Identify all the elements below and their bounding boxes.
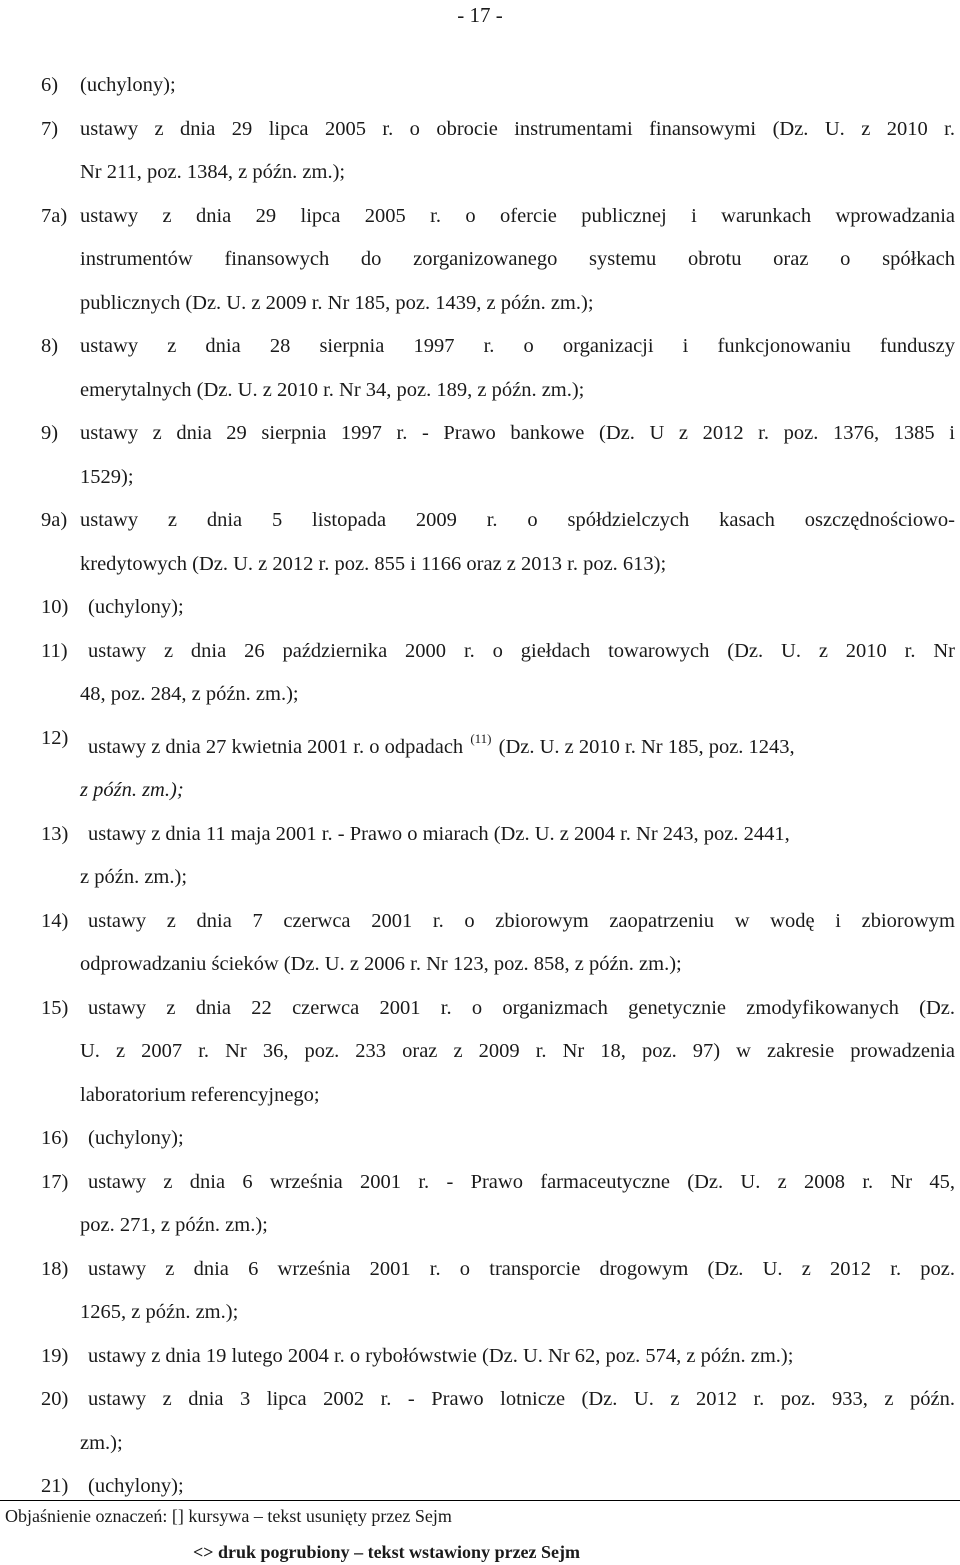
item-text: laboratorium referencyjnego; (80, 1083, 320, 1106)
item-number: 14) (41, 909, 69, 932)
item-text: (Dz. U. z 2010 r. Nr 185, poz. 1243, (498, 735, 795, 758)
legal-acts-list (0, 64, 960, 1509)
item-number: 15) (41, 996, 69, 1019)
list-item (0, 499, 960, 586)
item-number: 21) (41, 1475, 69, 1497)
item-number: 20) (41, 1388, 69, 1410)
list-item (0, 987, 960, 1118)
item-text: ustawy z dnia 28 sierpnia 1997 r. o organizacji i funkcjonowaniu funduszy (80, 335, 955, 357)
item-number: 13) (41, 822, 69, 845)
list-item (0, 900, 960, 987)
item-text: poz. 271, z późn. zm.); (80, 1214, 268, 1236)
list-item (0, 1117, 960, 1161)
item-text: instrumentów finansowych do zorganizowanego systemu obrotu oraz o spółkach (80, 248, 955, 270)
item-text: (uchylony); (88, 1475, 184, 1497)
list-item (0, 325, 960, 412)
item-number: 16) (41, 1127, 69, 1149)
list-item (0, 813, 960, 900)
item-text: emerytalnych (Dz. U. z 2010 r. Nr 34, poz. 189, z późn. zm.); (80, 378, 585, 401)
item-number: 9) (41, 422, 59, 444)
item-number: 17) (41, 1170, 69, 1193)
item-text: 1265, z późn. zm.); (80, 1301, 239, 1323)
item-text: ustawy z dnia 29 lipca 2005 r. o ofercie publicznej i warunkach wprowadzania (80, 204, 955, 227)
item-text: ustawy z dnia 29 sierpnia 1997 r. - Prawo bankowe (Dz. U z 2012 r. poz. 1376, 1385 i (80, 422, 955, 444)
item-text: (uchylony); (88, 596, 184, 618)
item-number: 10) (41, 596, 69, 618)
item-text: ustawy z dnia 11 maja 2001 r. - Prawo o miarach (Dz. U. z 2004 r. Nr 243, poz. 2441, (88, 822, 790, 845)
legend-bold-note: <> druk pogrubiony – tekst wstawiony przez Sejm (193, 1542, 581, 1562)
list-item (0, 717, 960, 813)
item-text: kredytowych (Dz. U. z 2012 r. poz. 855 i 1166 oraz z 2013 r. poz. 613); (80, 552, 667, 575)
list-item (0, 586, 960, 630)
footnote-marker: (11) (470, 730, 492, 746)
list-item (0, 1378, 960, 1465)
list-item (0, 108, 960, 195)
item-text: (uchylony); (80, 74, 176, 96)
item-number: 12) (41, 726, 69, 749)
item-text: ustawy z dnia 29 lipca 2005 r. o obrocie instrumentami finansowymi (Dz. U. z 2010 r. (80, 117, 955, 140)
item-text: 48, poz. 284, z późn. zm.); (80, 683, 299, 705)
list-item (0, 1335, 960, 1379)
list-item (0, 1248, 960, 1335)
item-number: 7) (41, 117, 59, 140)
list-item (0, 412, 960, 499)
list-item (0, 1465, 960, 1509)
item-text: ustawy z dnia 19 lutego 2004 r. o rybołówstwie (Dz. U. Nr 62, poz. 574, z późn. zm.); (88, 1344, 794, 1367)
item-text: 1529); (80, 465, 134, 488)
legend-italic-note: Objaśnienie oznaczeń: [] kursywa – tekst usunięty przez Sejm (5, 1506, 452, 1526)
item-text: ustawy z dnia 22 czerwca 2001 r. o organizmach genetycznie zmodyfikowanych (Dz. (88, 996, 955, 1019)
item-text: U. z 2007 r. Nr 36, poz. 233 oraz z 2009 r. Nr 18, poz. 97) w zakresie prowadzenia (80, 1040, 955, 1062)
item-text: z późn. zm.); (80, 779, 184, 801)
item-text: (uchylony); (88, 1127, 184, 1149)
item-number: 9a) (41, 509, 68, 531)
item-number: 6) (41, 74, 59, 96)
item-text: Nr 211, poz. 1384, z późn. zm.); (80, 161, 346, 183)
item-text: ustawy z dnia 3 lipca 2002 r. - Prawo lotnicze (Dz. U. z 2012 r. poz. 933, z późn. (88, 1388, 955, 1410)
page-number: - 17 - (457, 3, 503, 27)
list-item (0, 630, 960, 717)
footer-divider (0, 1500, 960, 1501)
item-text: odprowadzaniu ścieków (Dz. U. z 2006 r. Nr 123, poz. 858, z późn. zm.); (80, 953, 682, 975)
item-text: ustawy z dnia 7 czerwca 2001 r. o zbiorowym zaopatrzeniu w wodę i zbiorowym (88, 909, 955, 932)
item-text: zm.); (80, 1431, 123, 1454)
list-item (0, 64, 960, 108)
item-number: 19) (41, 1344, 69, 1367)
item-number: 7a) (41, 204, 68, 227)
item-text: ustawy z dnia 27 kwietnia 2001 r. o odpadach (88, 735, 464, 758)
item-text: z późn. zm.); (80, 866, 188, 888)
item-number: 8) (41, 335, 59, 357)
list-item (0, 195, 960, 326)
item-text: ustawy z dnia 26 października 2000 r. o giełdach towarowych (Dz. U. z 2010 r. Nr (88, 639, 955, 662)
item-number: 11) (41, 639, 68, 662)
list-item (0, 1161, 960, 1248)
item-text: ustawy z dnia 6 września 2001 r. o transporcie drogowym (Dz. U. z 2012 r. poz. (88, 1257, 955, 1280)
item-text: ustawy z dnia 5 listopada 2009 r. o spółdzielczych kasach oszczędnościowo- (80, 509, 955, 531)
item-number: 18) (41, 1257, 69, 1280)
item-text: publicznych (Dz. U. z 2009 r. Nr 185, poz. 1439, z późn. zm.); (80, 291, 594, 314)
item-text: ustawy z dnia 6 września 2001 r. - Prawo farmaceutyczne (Dz. U. z 2008 r. Nr 45, (88, 1170, 955, 1193)
